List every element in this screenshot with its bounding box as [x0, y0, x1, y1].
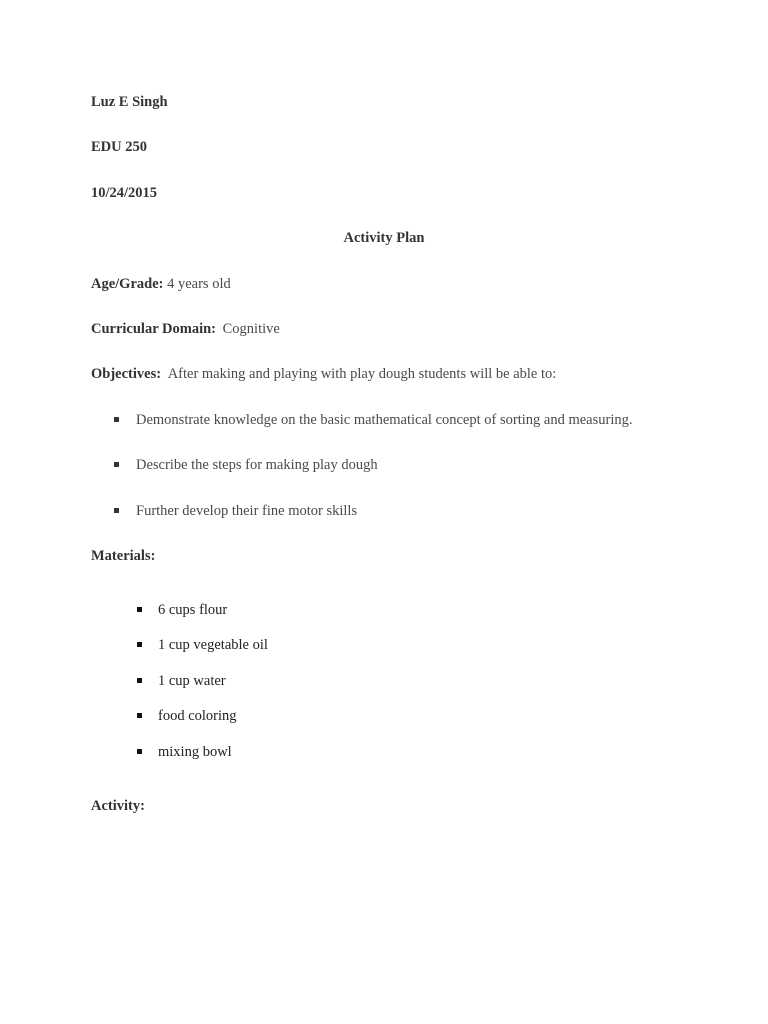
- objectives-line: [91, 365, 556, 383]
- bullet-marker: [137, 713, 142, 718]
- bullet-marker: [114, 462, 119, 467]
- material-text: 6 cups flour: [158, 602, 228, 618]
- bullet-marker: [137, 749, 142, 754]
- bullet-marker: [137, 607, 142, 612]
- course-code: EDU 250: [91, 139, 147, 155]
- objective-text: Further develop their fine motor skills: [136, 503, 358, 519]
- page-title: Activity Plan: [343, 230, 425, 246]
- document-date: 10/24/2015: [91, 185, 158, 201]
- objective-text: Demonstrate knowledge on the basic mathematical concept of sorting and measuring.: [136, 412, 633, 428]
- material-text: 1 cup vegetable oil: [158, 637, 268, 653]
- material-text: food coloring: [158, 708, 237, 724]
- curricular-domain-line: [91, 320, 280, 338]
- age-grade-label: Age/Grade:: [91, 276, 164, 292]
- author-name: Luz E Singh: [91, 94, 168, 110]
- age-grade-line: [91, 275, 231, 293]
- objectives-label: Objectives:: [91, 366, 162, 382]
- bullet-marker: [114, 508, 119, 513]
- activity-label: Activity:: [91, 798, 145, 814]
- objectives-intro: After making and playing with play dough students will be able to:: [167, 366, 557, 382]
- bullet-marker: [137, 642, 142, 647]
- curricular-domain-label: Curricular Domain:: [91, 321, 216, 337]
- objective-text: Describe the steps for making play dough: [136, 457, 378, 473]
- material-text: mixing bowl: [158, 744, 232, 760]
- bullet-marker: [137, 678, 142, 683]
- materials-label: Materials:: [91, 548, 156, 564]
- material-text: 1 cup water: [158, 673, 226, 689]
- bullet-marker: [114, 417, 119, 422]
- curricular-domain-value: Cognitive: [222, 321, 280, 337]
- age-grade-value: 4 years old: [167, 276, 231, 292]
